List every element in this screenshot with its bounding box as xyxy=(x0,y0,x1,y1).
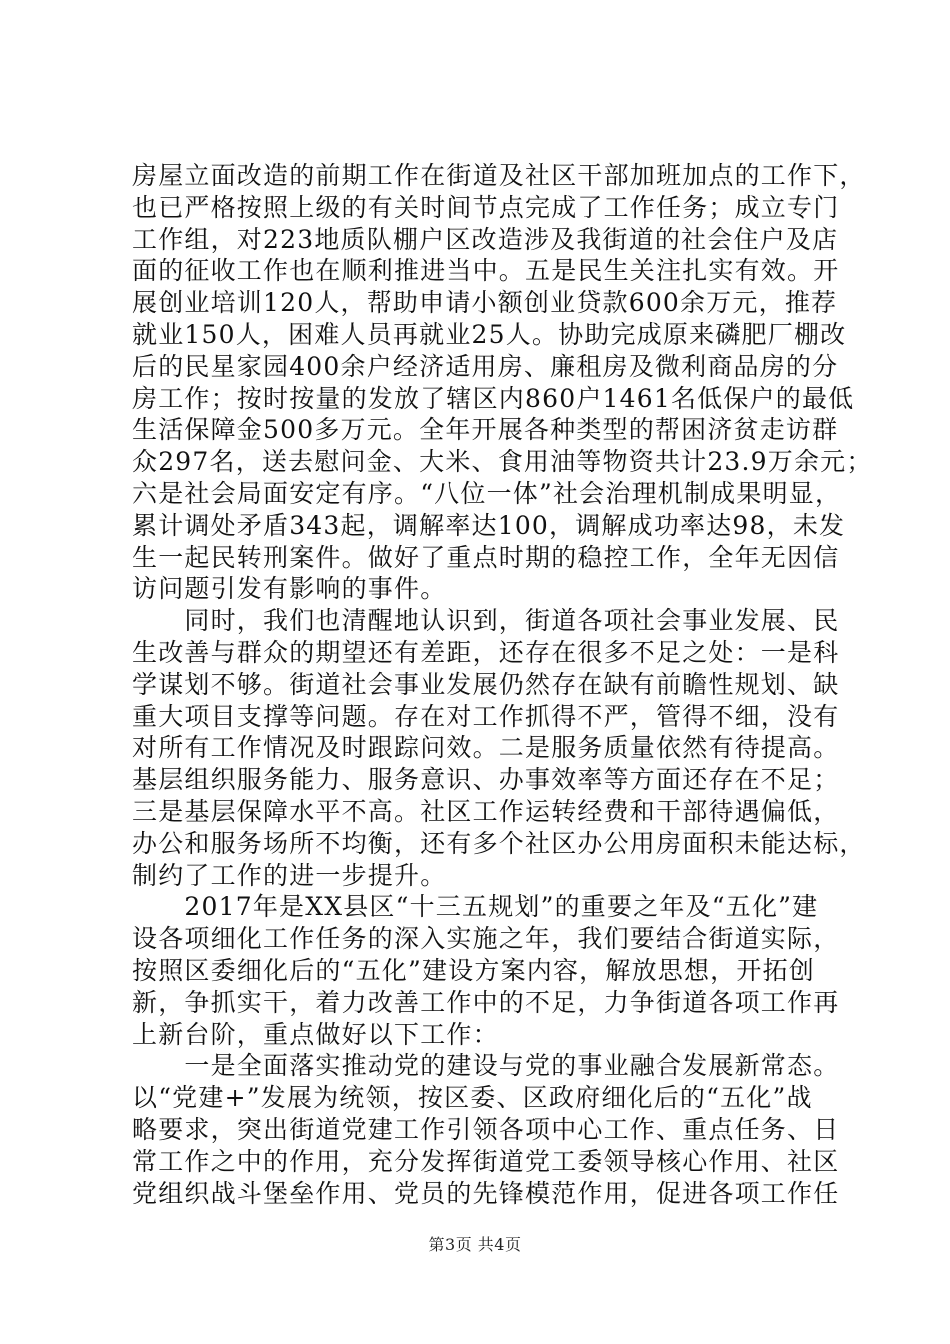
text-line: 新，争抓实干，着力改善工作中的不足，力争街道各项工作再 xyxy=(132,987,840,1017)
page-number-footer: 第3页 共4页 xyxy=(428,1235,522,1254)
text-line: 面的征收工作也在顺利推进当中。五是民生关注扎实有效。开 xyxy=(132,256,840,286)
text-line: 基层组织服务能力、服务意识、办事效率等方面还存在不足； xyxy=(132,765,840,795)
text-line: 制约了工作的进一步提升。 xyxy=(132,860,447,890)
text-line: 办公和服务场所不均衡，还有多个社区办公用房面积未能达标， xyxy=(132,828,866,858)
text-line: 工作组，对223地质队棚户区改造涉及我街道的社会住户及店 xyxy=(132,224,839,254)
text-line: 对所有工作情况及时跟踪问效。二是服务质量依然有待提高。 xyxy=(132,733,840,763)
text-line: 重大项目支撑等问题。存在对工作抓得不严，管得不细，没有 xyxy=(132,701,840,731)
text-line: 众297名，送去慰问金、大米、食用油等物资共计23.9万余元； xyxy=(132,447,873,477)
text-line: 生活保障金500多万元。全年开展各种类型的帮困济贫走访群 xyxy=(132,415,839,445)
text-line: 一是全面落实推动党的建设与党的事业融合发展新常态。 xyxy=(132,1051,840,1081)
text-line: 以“党建+”发展为统领，按区委、区政府细化后的“五化”战 xyxy=(132,1083,813,1113)
text-line: 同时，我们也清醒地认识到，街道各项社会事业发展、民 xyxy=(132,606,840,636)
text-line: 学谋划不够。街道社会事业发展仍然存在缺有前瞻性规划、缺 xyxy=(132,669,840,699)
text-line: 房屋立面改造的前期工作在街道及社区干部加班加点的工作下， xyxy=(132,161,866,190)
text-line: 就业150人，困难人员再就业25人。协助完成原来磷肥厂棚改 xyxy=(132,319,847,349)
text-line: 按照区委细化后的“五化”建设方案内容，解放思想，开拓创 xyxy=(132,955,815,985)
text-line: 略要求，突出街道党建工作引领各项中心工作、重点任务、日 xyxy=(132,1114,840,1144)
text-line: 三是基层保障水平不高。社区工作运转经费和干部待遇偏低， xyxy=(132,796,840,826)
text-line: 设各项细化工作任务的深入实施之年，我们要结合街道实际， xyxy=(132,924,840,954)
text-line: 上新台阶，重点做好以下工作： xyxy=(132,1019,499,1049)
text-line: 生改善与群众的期望还有差距，还存在很多不足之处：一是科 xyxy=(132,637,840,667)
text-line: 2017年是XX县区“十三五规划”的重要之年及“五化”建 xyxy=(132,892,819,922)
text-line: 房工作；按时按量的发放了辖区内860户1461名低保户的最低 xyxy=(132,383,855,413)
text-line: 累计调处矛盾343起，调解率达100，调解成功率达98，未发 xyxy=(132,510,846,540)
text-line: 生一起民转刑案件。做好了重点时期的稳控工作，全年无因信 xyxy=(132,542,840,572)
text-line: 展创业培训120人，帮助申请小额创业贷款600余万元，推荐 xyxy=(132,288,838,318)
text-line: 党组织战斗堡垒作用、党员的先锋模范作用，促进各项工作任 xyxy=(132,1178,840,1208)
text-line: 常工作之中的作用，充分发挥街道党工委领导核心作用、社区 xyxy=(132,1146,840,1176)
document-body xyxy=(132,160,873,1209)
text-line: 六是社会局面安定有序。“八位一体”社会治理机制成果明显， xyxy=(132,478,842,508)
text-line: 也已严格按照上级的有关时间节点完成了工作任务；成立专门 xyxy=(132,192,840,222)
text-line: 后的民星家园400余户经济适用房、廉租房及微利商品房的分 xyxy=(132,351,839,381)
text-line: 访问题引发有影响的事件。 xyxy=(132,574,447,604)
